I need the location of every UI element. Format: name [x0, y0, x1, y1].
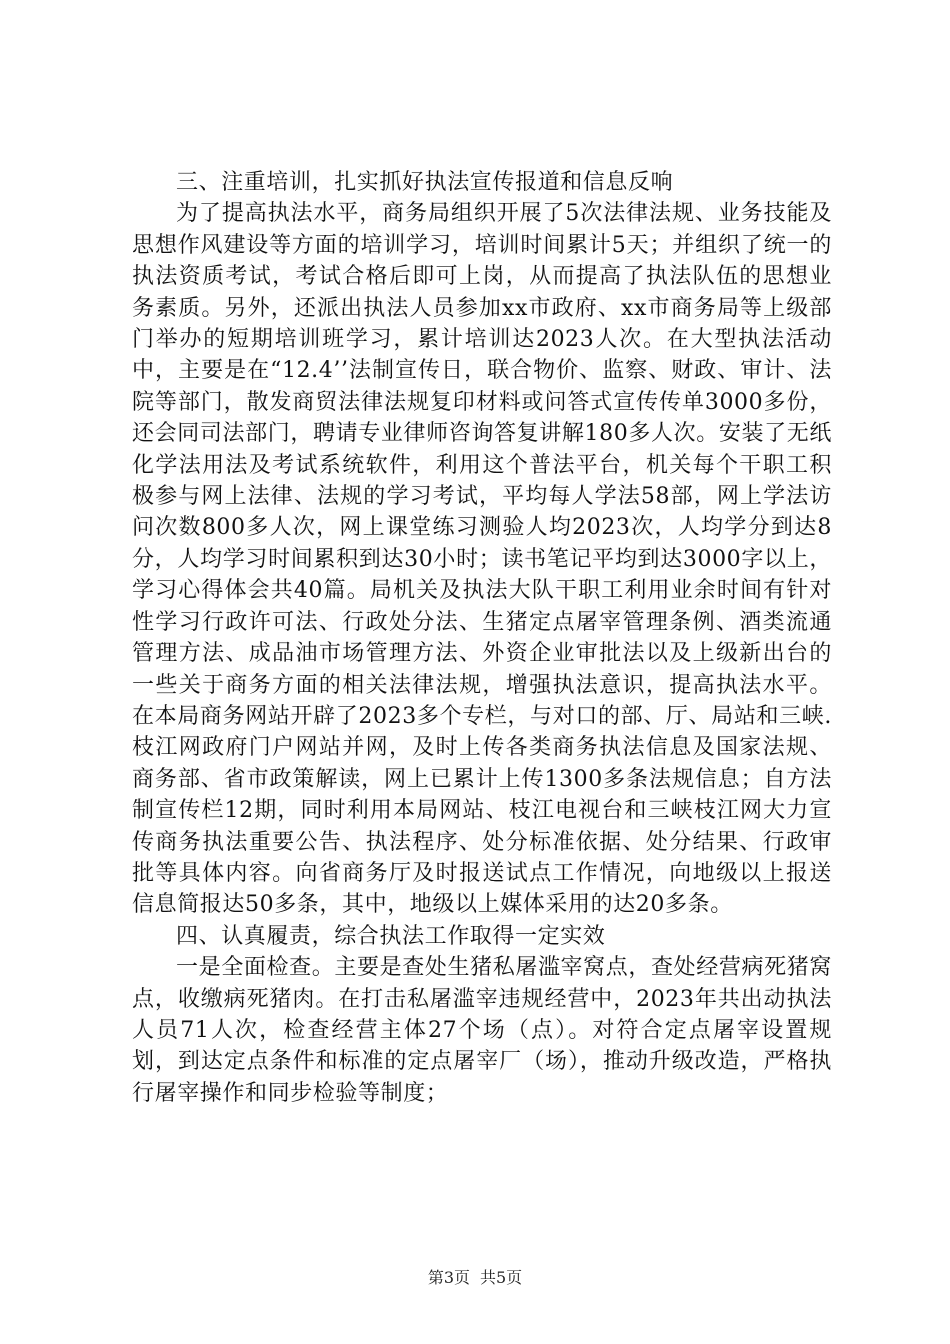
page-total: 共5页 — [480, 1268, 523, 1287]
page-number: 第3页 — [427, 1268, 470, 1287]
section-heading-4: 四、认真履责，综合执法工作取得一定实效 — [176, 923, 606, 949]
page-footer — [0, 1268, 950, 1288]
body-paragraph-inspection: 一是全面检查。主要是查处生猪私屠滥宰窝点，查处经营病死猪窝点，收缴病死猪肉。在打击私屠滥宰违规经营中，2023年共出动执法人员71人次，检查经营主体27个场（点）。对符合定点屠宰设置规划，到达定点条件和标准的定点屠宰厂（场），推动升级改造，严格执行屠宰操作和同步检验等制度； — [132, 955, 832, 1106]
document-body — [132, 167, 832, 1109]
section-heading-3: 三、注重培训，扎实抓好执法宣传报道和信息反响 — [176, 170, 674, 195]
body-paragraph-training: 为了提高执法水平，商务局组织开展了5次法律法规、业务技能及思想作风建设等方面的培训学习，培训时间累计5天；并组织了统一的执法资质考试，考试合格后即可上岗，从而提高了执法队伍的思想业务素质。另外，还派出执法人员参加xx市政府、xx市商务局等上级部门举办的短期培训班学习，累计培训达2023人次。在大型执法活动中，主要是在“12.4’’法制宣传日，联合物价、监察、财政、审计、法院等部门，散发商贸法律法规复印材料或问答式宣传传单3000多份，还会同司法部门，聘请专业律师咨询答复讲解180多人次。安装了无纸化学法用法及考试系统软件，利用这个普法平台，机关每个干职工积极参与网上法律、法规的学习考试，平均每人学法58部，网上学法访问次数800多人次，网上课堂练习测验人均2023次，人均学分到达8分，人均学习时间累积到达30小时；读书笔记平均到达3000字以上，学习心得体会共40篇。局机关及执法大队干职工利用业余时间有针对性学习行政许可法、行政处分法、生猪定点屠宰管理条例、酒类流通管理方法、成品油市场管理方法、外资企业审批法以及上级新出台的一些关于商务方面的相关法律法规，增强执法意识，提高执法水平。在本局商务网站开辟了2023多个专栏，与对口的部、厅、局站和三峡.枝江网政府门户网站并网，及时上传各类商务执法信息及国家法规、商务部、省市政策解读，网上已累计上传1300多条法规信息；自方法制宣传栏12期，同时利用本局网站、枝江电视台和三峡枝江网大力宣传商务执法重要公告、执法程序、处分标准依据、处分结果、行政审批等具体内容。向省商务厅及时报送试点工作情况，向地级以上报送信息简报达50多条，其中，地级以上媒体采用的达20多条。 — [132, 201, 832, 918]
